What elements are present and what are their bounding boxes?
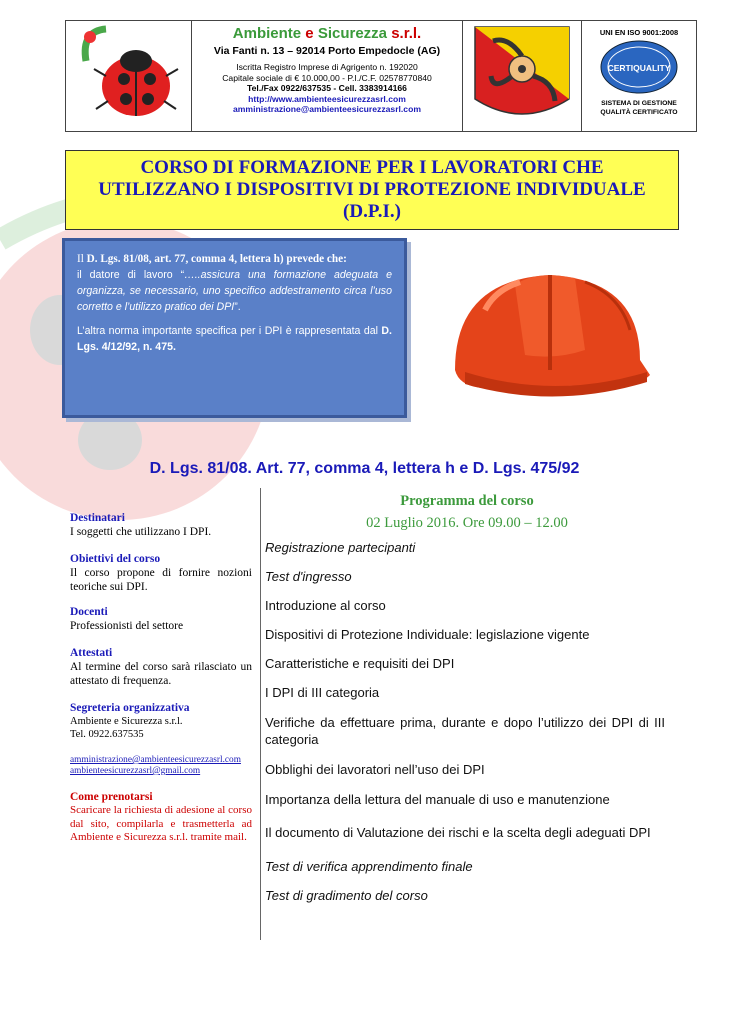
ladybug-logo-icon (66, 21, 191, 131)
company-email-link[interactable]: amministrazione@ambienteesicurezzasrl.com (233, 104, 421, 114)
law-quote: il datore di lavoro “…..assicura una formazione adeguata e organizza, se necessario, uno specifico addestramento circa l’uso corretto e l’utilizzo pratico dei DPI”. (77, 269, 392, 313)
section-docenti: Docenti Professionisti del settore (70, 606, 184, 632)
sicily-flag (463, 21, 582, 131)
legal-reference-subtitle: D. Lgs. 81/08. Art. 77, comma 4, lettera h e D. Lgs. 475/92 (149, 460, 580, 477)
program-item: I DPI di III categoria (265, 685, 380, 700)
section-segreteria: Segreteria organizzativa Ambiente e Sicurezza s.r.l. Tel. 0922.637535 (70, 702, 190, 740)
program-item: Importanza della lettura del manuale di uso e manutenzione (265, 792, 610, 807)
svg-text:CERTIQUALITY: CERTIQUALITY (607, 63, 671, 73)
program-item: Test di gradimento del corso (265, 888, 428, 903)
company-logo (66, 21, 192, 131)
company-name: Ambiente e Sicurezza s.r.l. (232, 25, 422, 42)
email-link-gmail[interactable]: ambienteesicurezzasrl@gmail.com (70, 766, 201, 776)
section-obiettivi: Obiettivi del corso Il corso propone di fornire nozioni teoriche sui DPI. (70, 553, 252, 593)
course-title-box (65, 150, 679, 230)
program-list (265, 540, 665, 903)
company-address: Via Fanti n. 13 – 92014 Porto Empedocle (AG) (213, 45, 441, 57)
law-intro: Il D. Lgs. 81/08, art. 77, comma 4, lettera h) prevede che: (77, 253, 347, 265)
program-item: Obblighi dei lavoratori nell’uso dei DPI (265, 762, 485, 777)
section-attestati: Attestati Al termine del corso sarà rilasciato un attestato di frequenza. (70, 647, 252, 687)
program-item: Verifiche da effettuare prima, durante e dopo l’utilizzo dei DPI di III categoria (265, 715, 665, 747)
course-info-column (70, 512, 252, 854)
column-divider (260, 488, 261, 940)
letterhead (65, 20, 697, 132)
trinacria-icon (463, 21, 581, 131)
company-capital: Capitale sociale di € 10.000,00 - P.I./C.F. 02578770840 (222, 72, 432, 83)
section-emails (70, 755, 252, 777)
section-prenotarsi: Come prenotarsi Scaricare la richiesta di adesione al corso dal sito, compilarla e trasmetterla ad Ambiente e Sicurezza s.r.l. tramite mail. (70, 791, 252, 843)
law-reference-box (62, 238, 407, 418)
cert-caption: SISTEMA DI GESTIONE QUALITÀ CERTIFICATO (600, 100, 678, 116)
company-phone: Tel./Fax 0922/637535 - Cell. 3383914166 (247, 83, 407, 93)
program-item: Introduzione al corso (265, 598, 386, 613)
email-link-admin[interactable]: amministrazione@ambienteesicurezzasrl.com (70, 755, 241, 765)
program-item: Registrazione partecipanti (265, 540, 416, 555)
program-item: Dispositivi di Protezione Individuale: legislazione vigente (265, 627, 590, 642)
company-website-link[interactable]: http://www.ambienteesicurezzasrl.com (248, 93, 406, 104)
program-item: Test di verifica apprendimento finale (265, 859, 473, 874)
law-other-norm: L’altra norma importante specifica per i DPI è rappresentata dal D. Lgs. 4/12/92, n. 475. (77, 325, 392, 353)
safety-helmet-icon (435, 250, 665, 420)
program-item: Caratteristiche e requisiti dei DPI (265, 656, 455, 671)
program-date: 02 Luglio 2016. Ore 09.00 – 12.00 (366, 515, 568, 531)
program-title: Programma del corso (400, 493, 534, 509)
certiquality-logo-icon (582, 37, 696, 95)
cert-standard: UNI EN ISO 9001:2008 (599, 28, 679, 37)
section-destinatari: Destinatari I soggetti che utilizzano I DPI. (70, 512, 212, 538)
course-title: CORSO DI FORMAZIONE PER I LAVORATORI CHE UTILIZZANO I DISPOSITIVI DI PROTEZIONE INDIVIDUALE (D.P.I.) (98, 157, 646, 222)
company-registry: Iscritta Registro Imprese di Agrigento n. 192020 (236, 62, 418, 72)
company-info (192, 21, 463, 131)
program-item: Il documento di Valutazione dei rischi e la scelta degli adeguati DPI (265, 825, 651, 840)
certification-badge (582, 21, 696, 131)
program-item: Test d'ingresso (265, 569, 352, 584)
